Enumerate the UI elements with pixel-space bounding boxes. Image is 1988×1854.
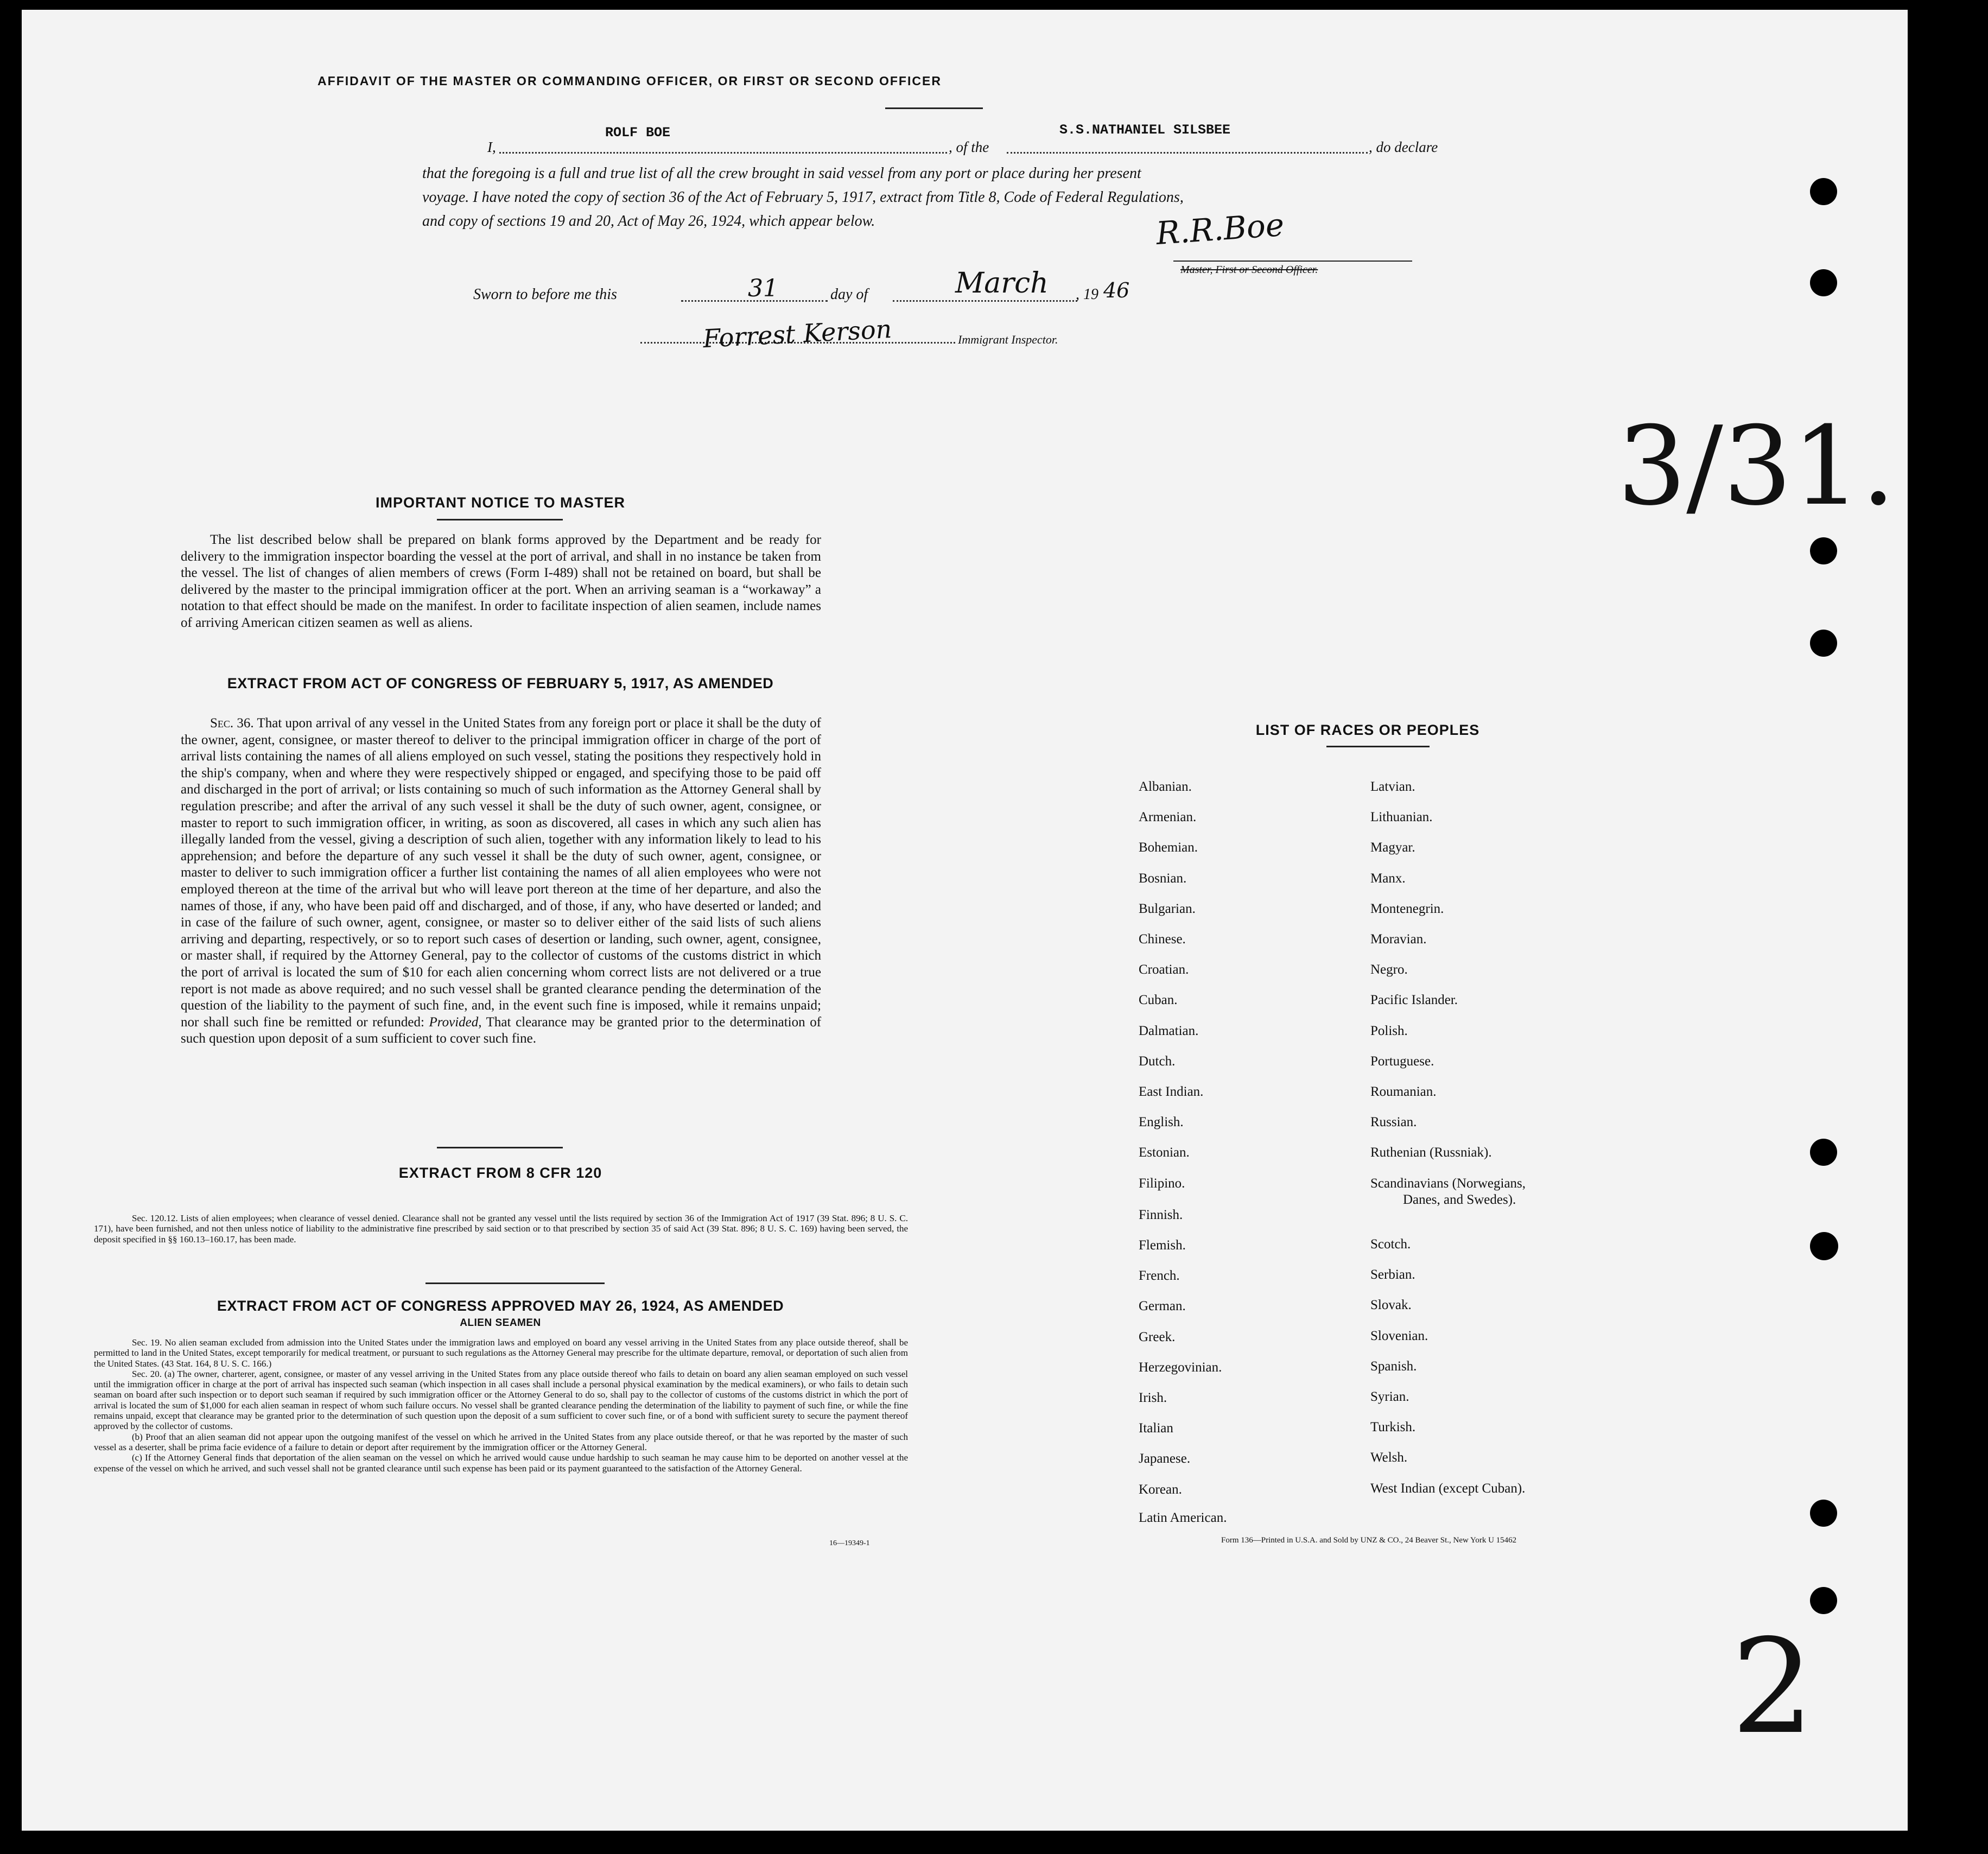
year-suffix: 46 [1103, 278, 1130, 302]
race-item-right: Danes, and Swedes). [1403, 1192, 1516, 1207]
race-item-right: Latvian. [1370, 779, 1415, 794]
punch-hole [1810, 1139, 1837, 1166]
declaration-text [422, 162, 1475, 233]
race-item-left: Italian [1139, 1421, 1173, 1436]
race-item-left: Bulgarian. [1139, 901, 1196, 916]
notice-body: The list described below shall be prepared on blank forms approved by the Department and be ready for delivery to the immigration inspector boarding the vessel at the port of arrival, and shall in no instance be taken from the vessel. The list of changes of alien members of crews (Form I-489) shall not be retained on board, but shall be delivered by the master to the principal immigration officer at the port. When an arriving seaman is a “workaway” a notation to that effect should be made on the manifest. In order to facilitate inspection of alien seamen, include names of arriving American citizen seamen as well as aliens. [181, 532, 821, 630]
sworn-month: March [955, 267, 1049, 300]
race-item-left: Irish. [1139, 1390, 1167, 1405]
day-of-label: day of [830, 286, 868, 303]
declaration-line-2: voyage. I have noted the copy of section 36 of the Act of February 5, 1917, extract from Title 8, Code of Federal Regulations, [422, 189, 1184, 206]
sec-36-text: That upon arrival of any vessel in the United States from any foreign port or place it shall be the duty of the owner, agent, consignee, or master thereof to deliver to the principal immigration officer in charge of the port of arrival lists containing the names of all aliens employed on such vessel, stating the positions they respectively hold in the ship's company, when and where they were respectively shipped or engaged, and specifying those to be paid off and discharged in the port of arrival; or lists containing so much of such information as the Attorney General shall by regulation prescribe; and after the arrival of any such vessel it shall be the duty of such owner, agent, consignee, or master to report to such immigration officer, in writing, as soon as discovered, all cases in which any such alien has illegally landed from the vessel, giving a description of such alien, together with any information likely to lead to his apprehension; and before the departure of any such vessel it shall be the duty of such owner, agent, consignee, or master to deliver to such immigration officer a further list containing the names of all alien employees who were not employed thereon at the time of the arrival but who will leave port thereon at the time of her departure, and also the names of those, if any, who have been paid off and discharged, and of those, if any, who have deserted or landed; and in case of the failure of such owner, agent, consignee, or master so to deliver either of the said lists of such aliens arriving and departing, respectively, or so to report such cases of desertion or landing, such owner, agent, consignee, or master shall, if required by the Attorney General, pay to the collector of customs of the customs district in which the port of arrival is located the sum of $10 for each alien concerning whom correct lists are not delivered or a true report is not made as above required; and no such vessel shall be granted clearance pending the determination of the question of the liability to the payment of such fine, and, in the event such fine is imposed, while it remains unpaid; nor shall such fine be remitted or refunded: [181, 716, 821, 1030]
sworn-day: 31 [748, 275, 778, 302]
race-item-right: Serbian. [1370, 1267, 1415, 1282]
punch-hole [1810, 1232, 1838, 1260]
master-signature: R.R.Boe [1154, 206, 1286, 252]
provided-label: Provided, [429, 1014, 482, 1030]
race-item-right: Manx. [1370, 871, 1406, 886]
race-item-right: West Indian (except Cuban). [1370, 1481, 1526, 1496]
extract-1924-subtitle: ALIEN SEAMEN [460, 1317, 541, 1329]
punch-hole [1810, 630, 1837, 657]
race-item-right: Turkish. [1370, 1420, 1416, 1435]
race-item-left: Dalmatian. [1139, 1023, 1199, 1038]
race-item-left: Finnish. [1139, 1207, 1183, 1222]
race-item-left: Croatian. [1139, 962, 1189, 977]
signature-rule [1173, 261, 1412, 262]
race-item-right: Scandinavians (Norwegians, [1370, 1176, 1526, 1191]
sec-20a-text: Sec. 20. (a) The owner, charterer, agent, consignee, or master of any vessel arriving in the United States from any place outside thereof who fails to detain on board any alien seaman employed on such vessel until the immigration officer in charge at the port of arrival has inspected such seaman (which inspection in all cases shall include a personal physical examination by the medical examiners), or who fails to detain such seaman on board after such inspection or to deport such seaman if required by such immigration officer or the Attorney General to do so, shall pay to the collector of customs of the customs district in which the port of arrival is located the sum of $1,000 for each alien seaman in respect of whom such failure occurs. No vessel shall be granted clearance pending the determination of the liability to payment of such fine, or while the fine remains unpaid, except that clearance may be granted prior to the determination of such question upon the deposit of a sum sufficient to cover such fine, or of a bond with sufficient surety to secure the payment thereof approved by the collector of customs. [94, 1368, 908, 1432]
date-mark: 3/31. [1617, 403, 1896, 530]
notice-title: IMPORTANT NOTICE TO MASTER [376, 494, 625, 511]
race-item-right: Montenegrin. [1370, 901, 1444, 916]
race-item-left: Estonian. [1139, 1145, 1190, 1160]
race-item-left: Bosnian. [1139, 871, 1187, 886]
race-item-right: Slovak. [1370, 1298, 1412, 1313]
race-item-left: East Indian. [1139, 1084, 1204, 1099]
inspector-signature: Forrest Kerson [702, 314, 893, 354]
race-item-left: German. [1139, 1299, 1186, 1314]
race-item-right: Syrian. [1370, 1389, 1409, 1404]
form-code: 16—19349-1 [829, 1539, 870, 1547]
affidavit-title: AFFIDAVIT OF THE MASTER OR COMMANDING OFFICER, OR FIRST OR SECOND OFFICER [317, 74, 942, 88]
race-item-right: Welsh. [1370, 1450, 1408, 1465]
race-item-left: Chinese. [1139, 932, 1186, 947]
punch-hole [1810, 537, 1837, 564]
race-item-left: Herzegovinian. [1139, 1360, 1222, 1375]
cfr-body: Sec. 120.12. Lists of alien employees; when clearance of vessel denied. Clearance shall not be granted any vessel until the lists required by section 36 of the Immigration Act of 1917 (39 Stat. 896; 8 U. S. C. 171), have been furnished, and not then unless notice of liability to the administrative fine prescribed by said section or to that prescribed by section 35 of said Act (39 Stat. 896; 8 U. S. C. 169) having been served, the deposit specified in §§ 160.13–160.17, has been made. [94, 1213, 908, 1245]
race-item-left: Japanese. [1139, 1451, 1191, 1466]
race-item-left: Filipino. [1139, 1176, 1185, 1191]
notice-rule [437, 519, 563, 520]
race-item-left: Cuban. [1139, 993, 1178, 1008]
race-item-right: Polish. [1370, 1023, 1408, 1038]
race-item-left: Bohemian. [1139, 840, 1198, 855]
sec-20c-text: (c) If the Attorney General finds that deportation of the alien seaman on the vessel on which he arrived would cause undue hardship to such seaman he may cause him to be deported on another vessel at the expense of the vessel on which he arrived, and such vessel shall not be granted clearance until such expense has been paid or its payment guaranteed to the satisfaction of the Attorney General. [94, 1452, 908, 1474]
sec-19-text: Sec. 19. No alien seaman excluded from admission into the United States under the immigration laws and employed on board any vessel arriving in the United States from any place outside thereof, shall be permitted to land in the United States, except temporarily for medical treatment, or pursuant to such regulations as the Attorney General may prescribe for the ultimate departure, removal, or deportation of such alien from the United States. (43 Stat. 164, 8 U. S. C. 166.) [94, 1337, 908, 1369]
sworn-month-line [893, 300, 1077, 302]
master-name: ROLF BOE [605, 125, 671, 141]
race-item-left: French. [1139, 1268, 1180, 1284]
race-item-left: Latin American. [1139, 1510, 1227, 1525]
sec-36-text-end: That clearance may be granted prior to the determination of such question upon deposit of a sum sufficient to cover such fine. [181, 1014, 822, 1046]
sec-36-label: Sec. 36. [210, 716, 254, 731]
declaration-line-3: and copy of sections 19 and 20, Act of May 26, 1924, which appear below. [422, 213, 875, 230]
extract-1917-title: EXTRACT FROM ACT OF CONGRESS OF FEBRUARY 5, 1917, AS AMENDED [227, 675, 774, 691]
punch-hole [1810, 1500, 1837, 1527]
extract-1924-title: EXTRACT FROM ACT OF CONGRESS APPROVED MAY 26, 1924, AS AMENDED [217, 1298, 784, 1314]
race-item-right: Pacific Islander. [1370, 993, 1458, 1008]
inspector-label: Immigrant Inspector. [958, 333, 1058, 346]
of-the-label: , of the [949, 139, 989, 155]
document-page [22, 10, 1908, 1831]
race-item-right: Moravian. [1370, 932, 1427, 947]
name-line [499, 152, 947, 154]
race-item-right: Negro. [1370, 962, 1408, 977]
cfr-rule [425, 1282, 605, 1284]
race-item-left: Dutch. [1139, 1053, 1176, 1069]
race-item-left: English. [1139, 1115, 1184, 1130]
race-item-right: Lithuanian. [1370, 810, 1433, 825]
do-declare-label: , do declare [1369, 139, 1438, 155]
race-item-right: Slovenian. [1370, 1328, 1428, 1343]
race-item-right: Ruthenian (Russniak). [1370, 1145, 1492, 1160]
race-item-right: Magyar. [1370, 840, 1415, 855]
form-note: Form 136—Printed in U.S.A. and Sold by UNZ & CO., 24 Beaver St., New York U 15462 [1221, 1536, 1517, 1545]
race-item-right: Scotch. [1370, 1237, 1411, 1252]
race-item-right: Roumanian. [1370, 1084, 1437, 1099]
i-label: I, [487, 139, 496, 155]
title-rule [885, 107, 983, 109]
year-prefix: , 19 [1076, 286, 1098, 303]
vessel-name: S.S.NATHANIEL SILSBEE [1059, 122, 1231, 138]
extract-1917-rule [437, 1147, 563, 1148]
vessel-line [1007, 152, 1368, 154]
sec-20b-text: (b) Proof that an alien seaman did not appear upon the outgoing manifest of the vessel on which he arrived in the United States from any place outside thereof, or that he was reported by the master of such vessel as a deserter, shall be prima facie evidence of a failure to detain or deport after requirement by the immigration officer or the Attorney General. [94, 1431, 908, 1452]
race-item-left: Armenian. [1139, 810, 1197, 825]
sworn-label: Sworn to before me this [473, 286, 617, 303]
declaration-line-1: that the foregoing is a full and true list of all the crew brought in said vessel from any port or place during her present [422, 165, 1141, 182]
extract-1917-body [181, 715, 821, 1047]
cfr-title: EXTRACT FROM 8 CFR 120 [398, 1165, 602, 1181]
page-number: 2 [1731, 1611, 1814, 1763]
race-item-left: Korean. [1139, 1482, 1182, 1497]
punch-hole [1810, 1587, 1837, 1614]
races-title: LIST OF RACES OR PEOPLES [1255, 722, 1480, 738]
race-item-right: Portuguese. [1370, 1053, 1434, 1069]
race-item-left: Greek. [1139, 1329, 1176, 1344]
race-item-left: Albanian. [1139, 779, 1192, 794]
officer-label: Master, First or Second Officer. [1180, 264, 1318, 276]
punch-hole [1810, 269, 1837, 296]
extract-1924-body [94, 1337, 908, 1474]
race-item-left: Flemish. [1139, 1238, 1186, 1253]
race-item-right: Spanish. [1370, 1358, 1417, 1374]
races-rule [1326, 746, 1430, 747]
punch-hole [1810, 178, 1837, 205]
race-item-right: Russian. [1370, 1115, 1417, 1130]
